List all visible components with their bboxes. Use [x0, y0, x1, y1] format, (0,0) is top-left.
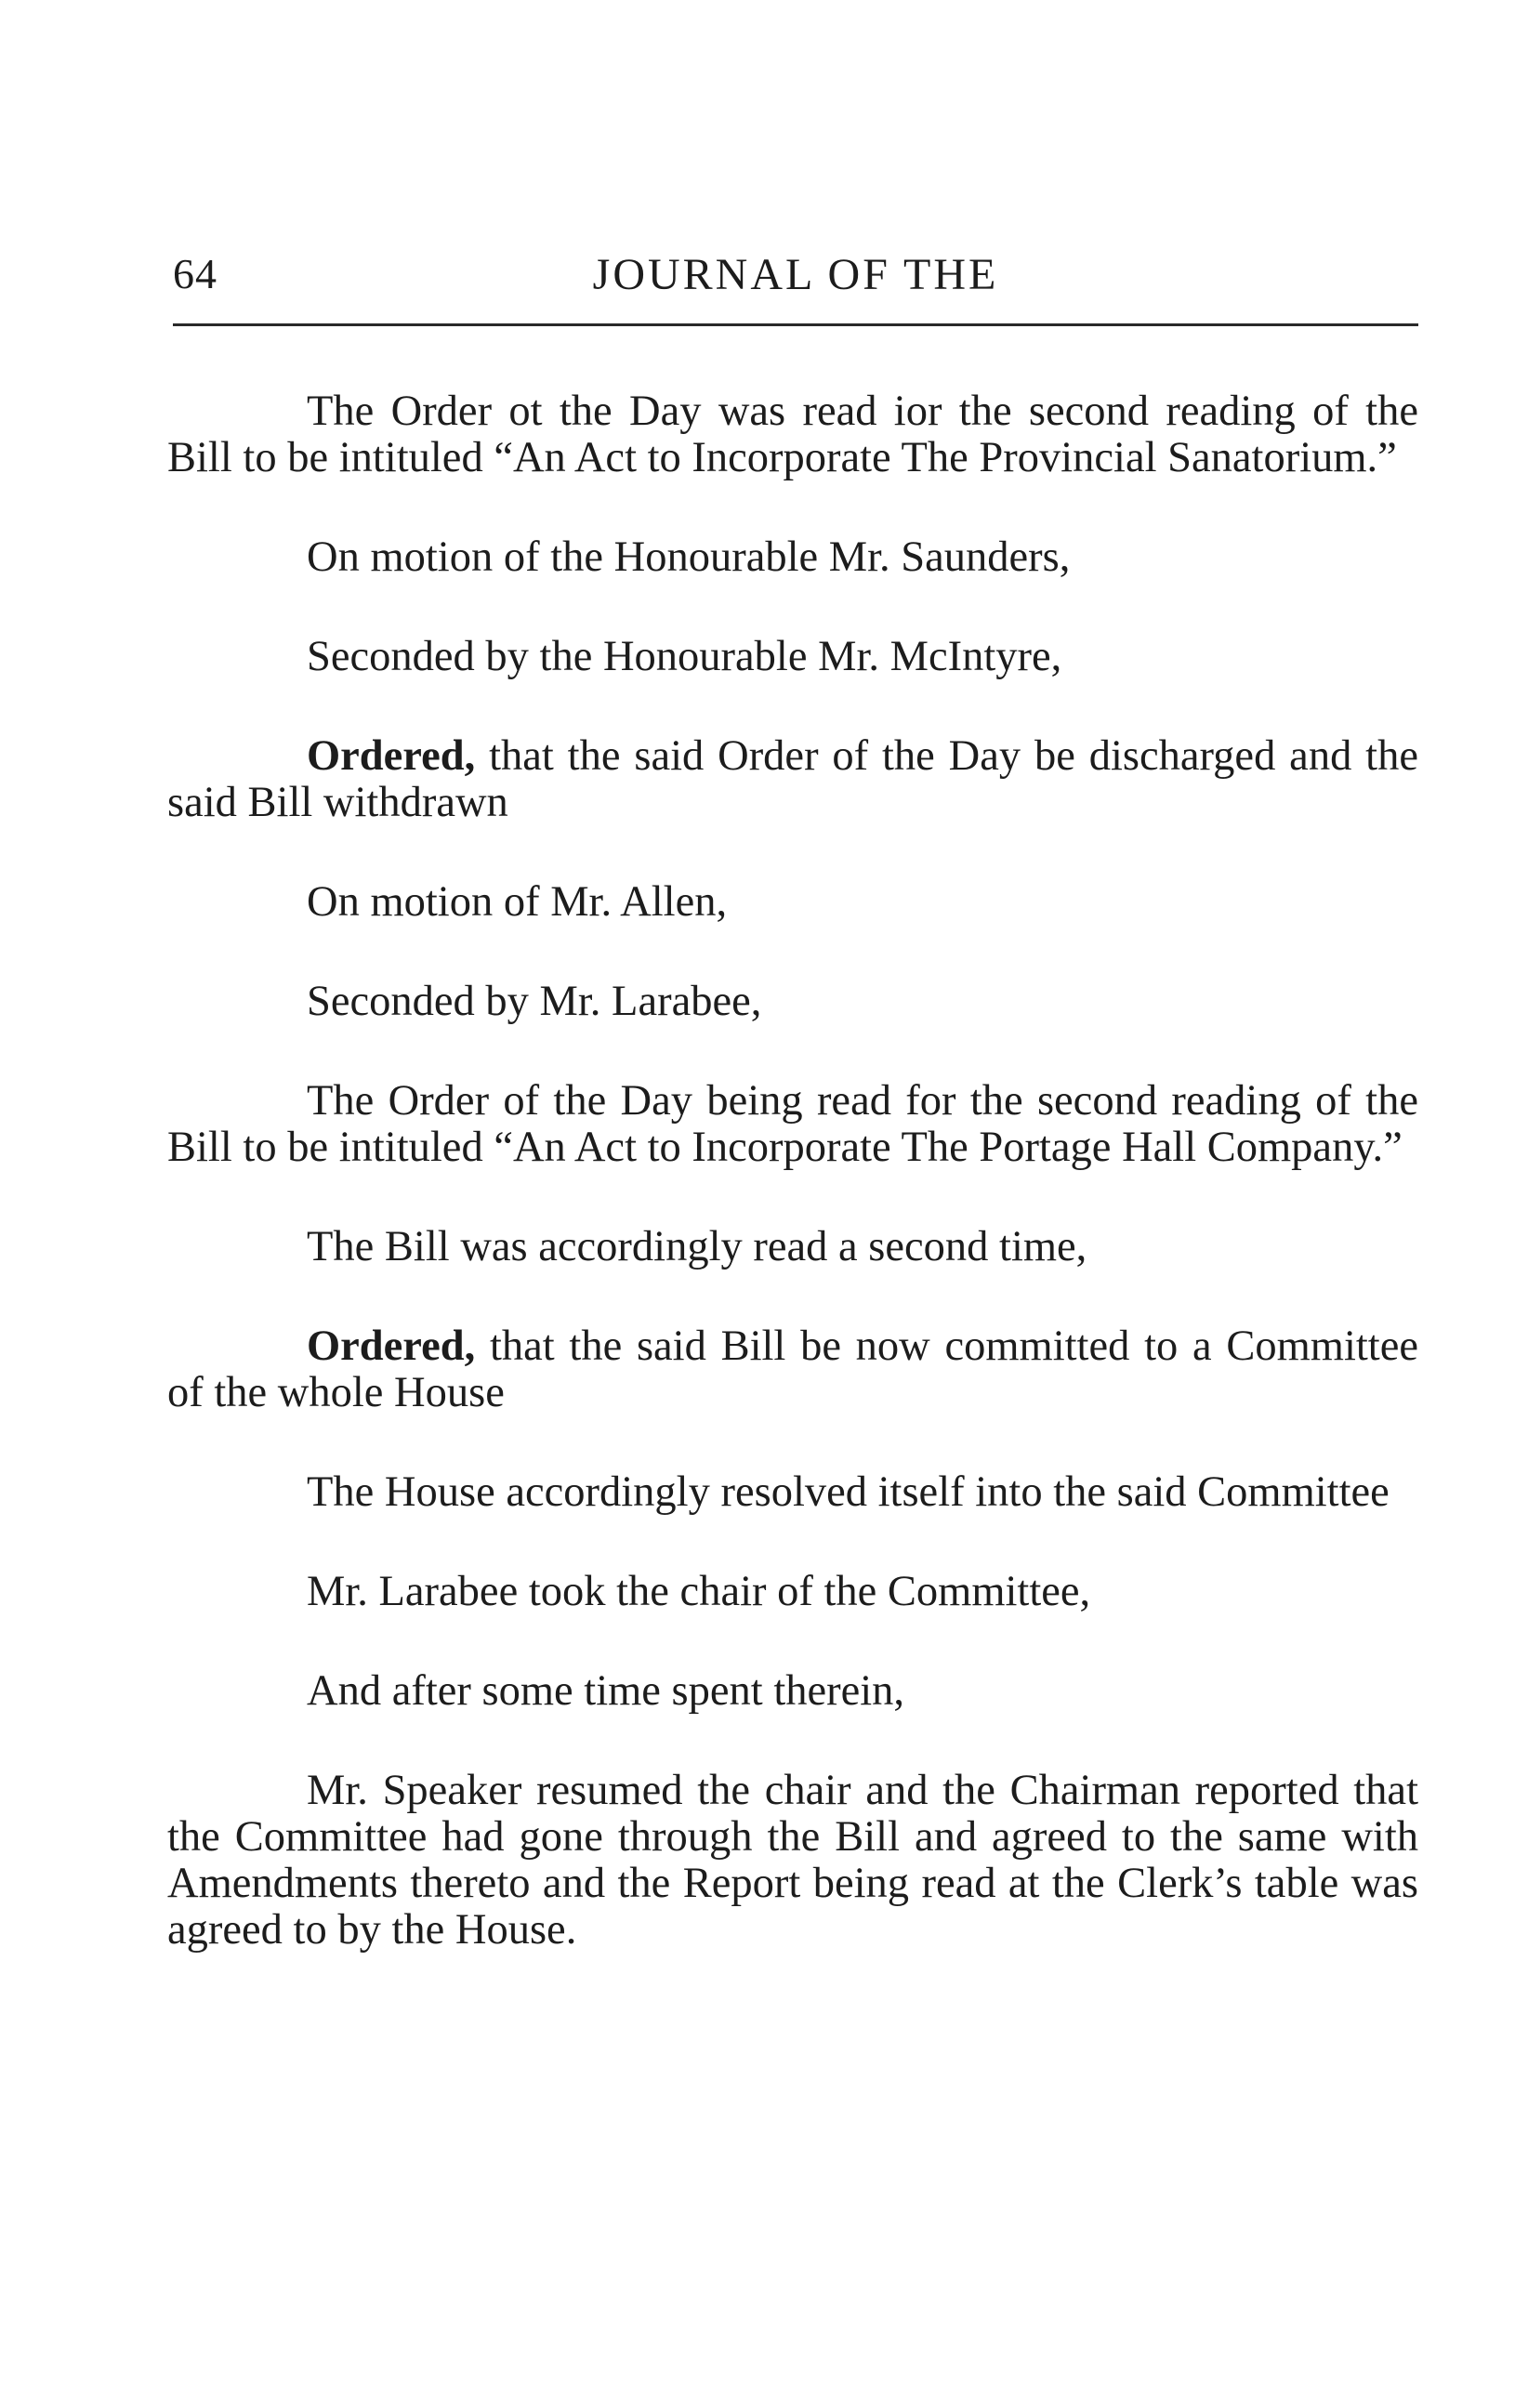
paragraph-ordered-committed: Ordered, that the said Bill be now committed to a Committee of the whole House: [167, 1322, 1418, 1416]
paragraph-second-reading: The Bill was accordingly read a second time,: [307, 1223, 1087, 1270]
paragraph-larabee-chair: Mr. Larabee took the chair of the Committee,: [307, 1568, 1091, 1615]
ordered-label: Ordered,: [307, 1322, 476, 1370]
paragraph-order-of-day-portage: The Order of the Day being read for the second reading of the Bill to be intituled “An Act to Incorporate The Portage Hall Company.”: [167, 1077, 1418, 1171]
page-number: 64: [173, 250, 217, 297]
paragraph-house-resolved: The House accordingly resolved itself into the said Committee: [307, 1468, 1390, 1516]
ordered-label: Ordered,: [307, 732, 476, 780]
paragraph-speaker-report: Mr. Speaker resumed the chair and the Chairman reported that the Committee had gone through the Bill and agreed to the same with Amendments thereto and the Report being read at the Clerk’s table was agreed to by the House.: [167, 1767, 1418, 1954]
running-head: JOURNAL OF THE: [592, 250, 999, 299]
paragraph-motion-allen: On motion of Mr. Allen,: [307, 878, 728, 926]
paragraph-order-of-day-sanatorium: The Order ot the Day was read ior the second reading of the Bill to be intituled “An Act to Incorporate The Provincial Sanatorium.”: [167, 388, 1418, 481]
paragraph-seconded-larabee: Seconded by Mr. Larabee,: [307, 978, 762, 1025]
paragraph-ordered-discharged: Ordered, that the said Order of the Day be discharged and the said Bill withdrawn: [167, 732, 1418, 826]
header-rule: [173, 323, 1418, 326]
paragraph-time-spent: And after some time spent therein,: [307, 1667, 905, 1715]
page-header: [173, 249, 1418, 323]
journal-body: [167, 388, 1418, 1954]
paragraph-seconded-mcintyre: Seconded by the Honourable Mr. McIntyre,: [307, 633, 1062, 680]
paragraph-motion-saunders: On motion of the Honourable Mr. Saunders,: [307, 533, 1071, 581]
